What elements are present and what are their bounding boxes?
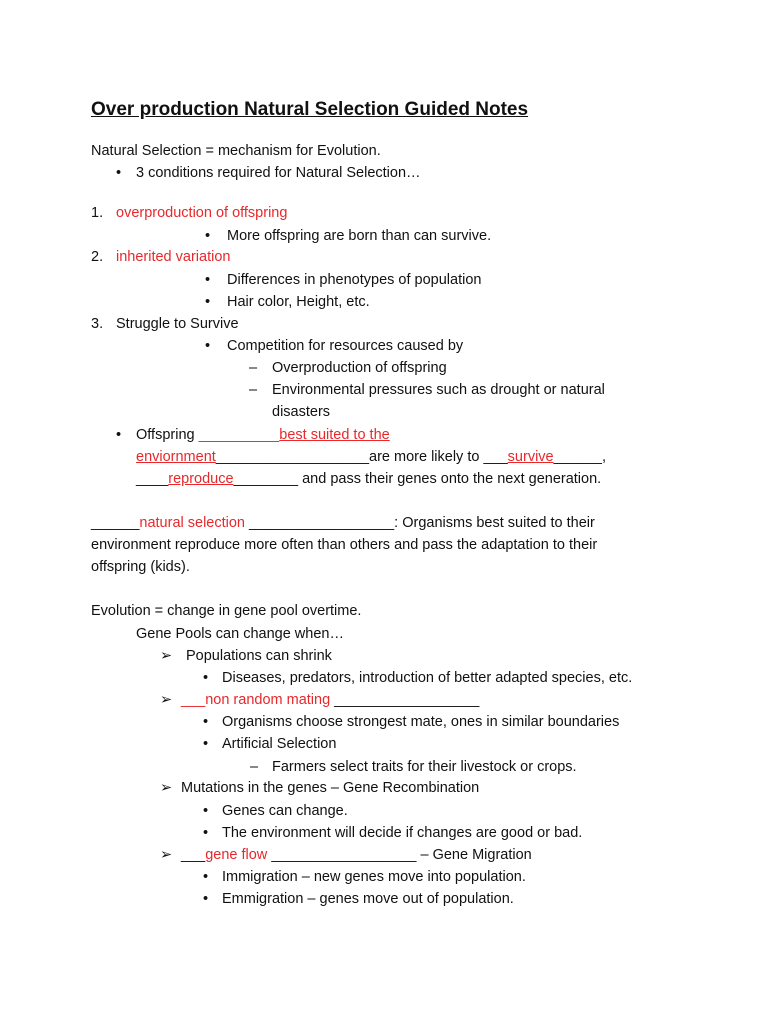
blank: ______ — [553, 449, 602, 465]
natural-selection-definition: Natural Selection = mechanism for Evolution. — [91, 143, 381, 159]
cause-2 — [181, 691, 479, 709]
bullet-icon: • — [205, 294, 211, 310]
offspring-statement-line-1 — [136, 426, 390, 444]
blank: __________ — [198, 427, 280, 443]
bullet-icon: • — [116, 427, 122, 443]
offspring-text: Offspring — [136, 427, 199, 443]
answer-natural-selection: natural selection — [139, 515, 250, 531]
condition-2-label: inherited variation — [116, 249, 231, 265]
cause-4-text: – Gene Migration — [416, 847, 532, 863]
cause-1: Populations can shrink — [186, 648, 332, 664]
blank: __________________ — [271, 847, 417, 863]
offspring-statement-line-3 — [136, 470, 601, 488]
offspring-statement-line-2 — [136, 448, 606, 466]
bullet-icon: • — [203, 670, 209, 686]
answer-gene-flow: gene flow — [205, 847, 272, 863]
cause-2-detail-1: Organisms choose strongest mate, ones in similar boundaries — [222, 714, 620, 730]
cause-3-detail-1: Genes can change. — [222, 803, 348, 819]
answer-reproduce: reproduce — [168, 471, 234, 487]
gene-pool-intro: Gene Pools can change when… — [136, 626, 344, 642]
answer-environment: enviornment — [136, 449, 216, 465]
condition-2-number: 2. — [91, 249, 104, 265]
conditions-intro: 3 conditions required for Natural Selection… — [136, 165, 421, 181]
condition-1-label: overproduction of offspring — [116, 205, 288, 221]
condition-2-detail-2: Hair color, Height, etc. — [227, 294, 370, 310]
answer-survive: survive — [507, 449, 554, 465]
offspring-text: are more likely to — [369, 449, 484, 465]
condition-1-number: 1. — [91, 205, 104, 221]
cause-4-detail-2: Emmigration – genes move out of population. — [222, 891, 514, 907]
answer-best-suited: best suited to the — [279, 427, 390, 443]
arrow-bullet-icon: ➢ — [160, 692, 173, 708]
bullet-icon: • — [205, 228, 211, 244]
bullet-icon: • — [205, 272, 211, 288]
natural-selection-line-2: environment reproduce more often than others and pass the adaptation to their — [91, 537, 598, 553]
dash-icon: – — [250, 759, 259, 775]
page-title: Over production Natural Selection Guided Notes — [91, 99, 529, 120]
dash-icon: – — [249, 360, 258, 376]
bullet-icon: • — [203, 869, 209, 885]
blank: ___ — [181, 692, 206, 708]
blank: ____ — [136, 471, 169, 487]
condition-3-label: Struggle to Survive — [116, 316, 239, 332]
cause-3: Mutations in the genes – Gene Recombination — [181, 780, 480, 796]
condition-3-detail: Competition for resources caused by — [227, 338, 464, 354]
blank: ______ — [91, 515, 140, 531]
cause-2-detail-2: Artificial Selection — [222, 736, 337, 752]
blank: ___ — [181, 847, 206, 863]
cause-4 — [181, 846, 532, 864]
bullet-icon: • — [203, 825, 209, 841]
bullet-icon: • — [205, 338, 211, 354]
condition-3-subdetail-1: Overproduction of offspring — [272, 360, 447, 376]
natural-selection-line-1 — [91, 514, 595, 532]
arrow-bullet-icon: ➢ — [160, 780, 173, 796]
bullet-icon: • — [203, 736, 209, 752]
blank: ___ — [483, 449, 508, 465]
evolution-definition: Evolution = change in gene pool overtime. — [91, 603, 362, 619]
blank: ___________________ — [215, 449, 370, 465]
comma: , — [602, 449, 607, 465]
dash-icon: – — [249, 382, 258, 398]
cause-3-detail-2: The environment will decide if changes are good or bad. — [222, 825, 583, 841]
offspring-text: and pass their genes onto the next generation. — [298, 471, 602, 487]
cause-1-detail: Diseases, predators, introduction of better adapted species, etc. — [222, 670, 633, 686]
natural-selection-text: : Organisms best suited to their — [394, 515, 595, 531]
arrow-bullet-icon: ➢ — [160, 847, 173, 863]
bullet-icon: • — [203, 891, 209, 907]
condition-1-detail: More offspring are born than can survive. — [227, 228, 492, 244]
bullet-icon: • — [203, 714, 209, 730]
condition-3-subdetail-2-cont: disasters — [272, 404, 331, 420]
blank: ________ — [233, 471, 299, 487]
condition-3-subdetail-2: Environmental pressures such as drought or natural — [272, 382, 605, 398]
bullet-icon: • — [203, 803, 209, 819]
condition-2-detail-1: Differences in phenotypes of population — [227, 272, 482, 288]
condition-3-number: 3. — [91, 316, 104, 332]
answer-non-random-mating: non random mating — [205, 692, 335, 708]
bullet-icon: • — [116, 165, 122, 181]
blank: __________________ — [334, 692, 480, 708]
cause-4-detail-1: Immigration – new genes move into population. — [222, 869, 526, 885]
arrow-bullet-icon: ➢ — [160, 648, 173, 664]
natural-selection-line-3: offspring (kids). — [91, 559, 190, 575]
blank: __________________ — [249, 515, 395, 531]
cause-2-subdetail: Farmers select traits for their livestock or crops. — [272, 759, 577, 775]
